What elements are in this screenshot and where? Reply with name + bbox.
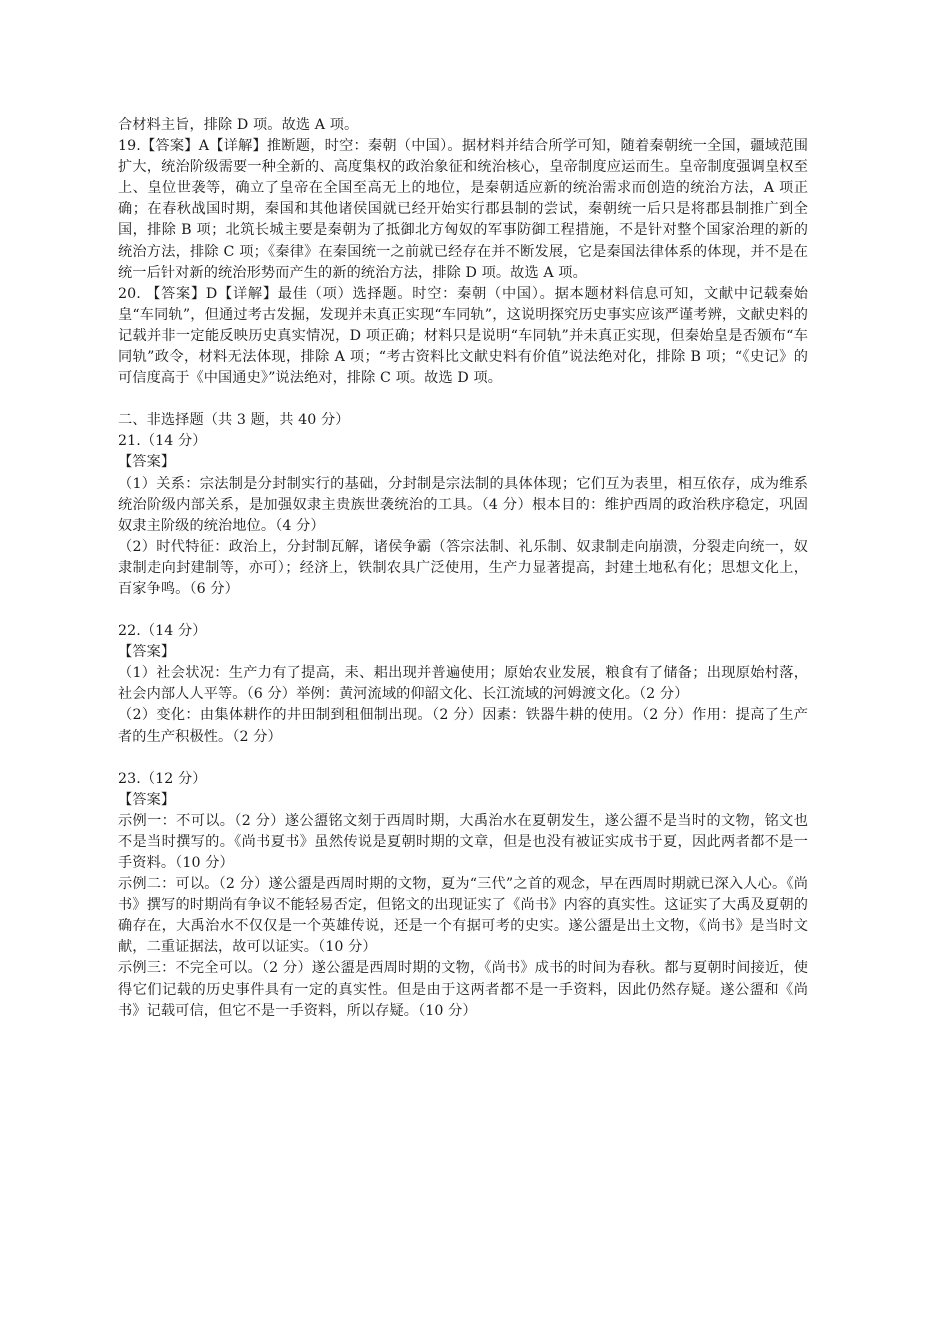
document-body: [118, 115, 808, 1022]
question-22-part-2: （2）变化：由集体耕作的井田制到租佃制出现。（2 分）因素：铁器牛耕的使用。（2 分）作用：提高了生产者的生产积极性。（2 分）: [118, 707, 808, 745]
spacer: [118, 748, 808, 769]
question-23-example-1: 示例一：不可以。（2 分）遂公盨铭文刻于西周时期，大禹治水在夏朝发生，遂公盨不是当时的文物，铭文也不是当时撰写的。《尚书夏书》虽然传说是夏朝时期的文章，但是也没有被证实成书于夏，因此两者都不是一手资料。（10 分）: [118, 812, 808, 871]
question-22-heading: 22.（14 分）: [118, 623, 207, 640]
question-19-answer: 19.【答案】A【详解】推断题，时空：秦朝（中国）。据材料并结合所学可知，随着秦朝统一全国，疆域范围扩大，统治阶级需要一种全新的、高度集权的政治象征和统治核心，皇帝制度应运而生。皇帝制度强调皇权至上、皇位世袭等，确立了皇帝在全国至高无上的地位，是秦朝适应新的统治需求而创造的统治方法，A 项正确；在春秋战国时期，秦国和其他诸侯国就已经开始实行郡县制的尝试，秦朝统一后只是将郡县制推广到全国，排除 B 项；北筑长城主要是秦朝为了抵御北方匈奴的军事防御工程措施，不是针对整个国家治理的新的统治方法，排除 C 项；《秦律》在秦国统一之前就已经存在并不断发展，它是秦国法律体系的体现，并不是在统一后针对新的统治形势而产生的新的统治方法，排除 D 项。故选 A 项。: [118, 138, 808, 281]
question-21-heading: 21.（14 分）: [118, 433, 207, 450]
continuation-paragraph: 合材料主旨，排除 D 项。故选 A 项。: [118, 117, 359, 133]
question-23-example-3: 示例三：不完全可以。（2 分）遂公盨是西周时期的文物，《尚书》成书的时间为春秋。都与夏朝时间接近，使得它们记载的历史事件具有一定的真实性。但是由于这两者都不是一手资料，因此仍然存疑。遂公盨和《尚书》记载可信，但它不是一手资料，所以存疑。（10 分）: [118, 960, 808, 1019]
spacer: [118, 389, 808, 410]
section-heading: 二、非选择题（共 3 题，共 40 分）: [118, 412, 350, 429]
question-23-answer-label: 【答案】: [118, 791, 176, 808]
question-22-part-1: （1）社会状况：生产力有了提高，耒、耜出现并普遍使用；原始农业发展，粮食有了储备；出现原始村落，社会内部人人平等。（6 分）举例：黄河流域的仰韶文化、长江流域的河姆渡文化。（2 分）: [118, 665, 808, 703]
question-20-answer: 20. 【答案】D【详解】最佳（项）选择题。时空：秦朝（中国）。据本题材料信息可知，文献中记载秦始皇“车同轨”，但通过考古发掘，发现并未真正实现“车同轨”，这说明探究历史事实应该严谨考辨，文献史料的记载并非一定能反映历史真实情况，D 项正确；材料只是说明“车同轨”并未真正实现，但秦始皇是否颁布“车同轨”政令，材料无法体现，排除 A 项；“考古资料比文献史料有价值”说法绝对化，排除 B 项；“《史记》的可信度高于《中国通史》”说法绝对，排除 C 项。故选 D 项。: [118, 285, 808, 387]
question-22-answer-label: 【答案】: [118, 644, 176, 661]
question-21-answer-label: 【答案】: [118, 454, 176, 471]
question-23-example-2: 示例二：可以。（2 分）遂公盨是西周时期的文物，夏为“三代”之首的观念，早在西周时期就已深入人心。《尚书》撰写的时期尚有争议不能轻易否定，但铭文的出现证实了《尚书》内容的真实性。这证实了大禹及夏朝的确存在，大禹治水不仅仅是一个英雄传说，还是一个有据可考的史实。遂公盨是出土文物，《尚书》是当时文献，二重证据法，故可以证实。（10 分）: [118, 876, 808, 956]
spacer: [118, 600, 808, 621]
question-23-heading: 23.（12 分）: [118, 770, 207, 787]
question-21-part-2: （2）时代特征：政治上，分封制瓦解，诸侯争霸（答宗法制、礼乐制、奴隶制走向崩溃，分裂走向统一，奴隶制走向封建制等，亦可）；经济上，铁制农具广泛使用，生产力显著提高，封建土地私有化；思想文化上，百家争鸣。（6 分）: [118, 538, 808, 597]
question-21-part-1: （1）关系：宗法制是分封制实行的基础，分封制是宗法制的具体体现；它们互为表里，相互依存，成为维系统治阶级内部关系，是加强奴隶主贵族世袭统治的工具。（4 分）根本目的：维护西周的政治秩序稳定，巩固奴隶主阶级的统治地位。（4 分）: [118, 475, 808, 534]
